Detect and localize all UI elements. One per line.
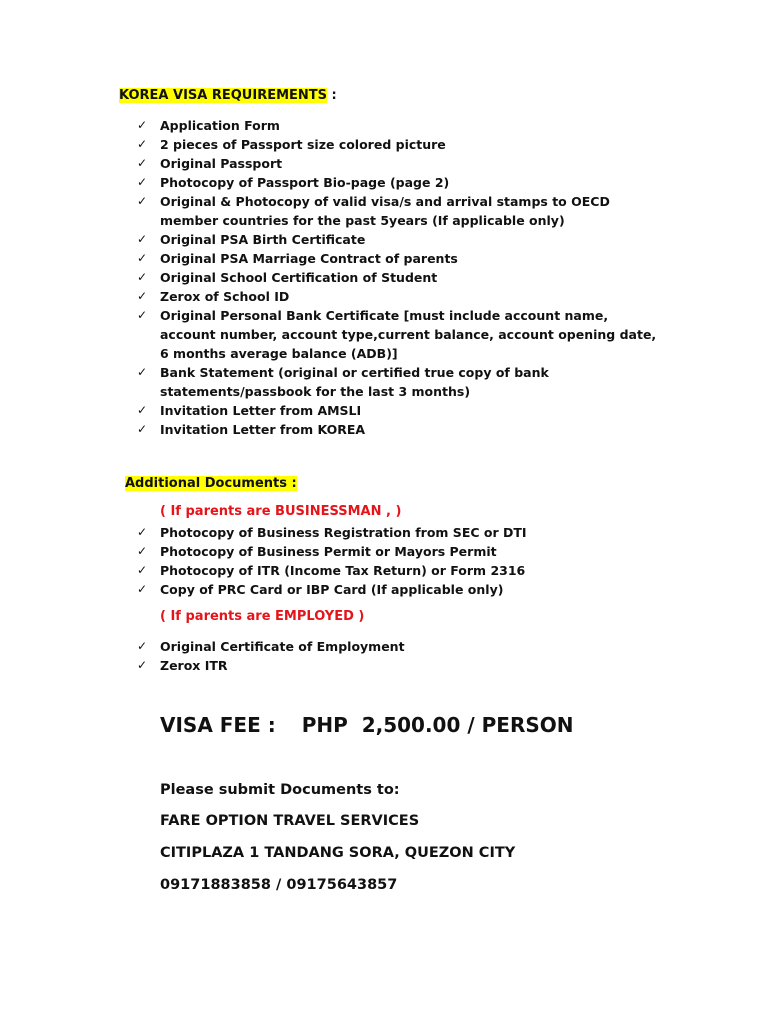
check-icon: ✓ <box>137 308 148 322</box>
businessman-label: ( If parents are BUSINESSMAN , ) <box>160 504 402 519</box>
check-icon: ✓ <box>137 194 148 208</box>
list-item-text: Bank Statement (original or certified true copy of bank statements/passbook for the last 3 months) <box>160 365 549 399</box>
list-item <box>137 363 660 401</box>
list-item <box>137 268 660 287</box>
list-item <box>137 523 660 542</box>
check-icon: ✓ <box>137 658 148 672</box>
list-item <box>137 420 660 439</box>
requirements-heading-text: KOREA VISA REQUIREMENTS <box>119 88 328 103</box>
list-item-text: Original Certificate of Employment <box>160 639 405 654</box>
list-item-text: Application Form <box>160 118 280 133</box>
submit-instruction: Please submit Documents to: <box>160 782 400 798</box>
check-icon: ✓ <box>137 422 148 436</box>
check-icon: ✓ <box>137 289 148 303</box>
list-item <box>137 287 660 306</box>
company-name: FARE OPTION TRAVEL SERVICES <box>160 813 420 829</box>
list-item <box>137 637 660 656</box>
list-item-text: Photocopy of ITR (Income Tax Return) or Form 2316 <box>160 563 526 578</box>
list-item-text: 2 pieces of Passport size colored picture <box>160 137 446 152</box>
employed-label: ( If parents are EMPLOYED ) <box>160 609 365 624</box>
check-icon: ✓ <box>137 270 148 284</box>
visa-fee <box>160 713 574 737</box>
list-item-text: Original PSA Birth Certificate <box>160 232 366 247</box>
list-item <box>137 580 660 599</box>
check-icon: ✓ <box>137 544 148 558</box>
check-icon: ✓ <box>137 156 148 170</box>
list-item-text: Copy of PRC Card or IBP Card (If applicable only) <box>160 582 504 597</box>
check-icon: ✓ <box>137 582 148 596</box>
check-icon: ✓ <box>137 232 148 246</box>
check-icon: ✓ <box>137 365 148 379</box>
additional-documents-heading <box>125 476 297 491</box>
list-item-text: Original & Photocopy of valid visa/s and arrival stamps to OECD member countries for the past 5years (If applicable only) <box>160 194 610 228</box>
list-item <box>137 401 660 420</box>
check-icon: ✓ <box>137 118 148 132</box>
employed-list <box>137 637 660 675</box>
list-item-text: Original PSA Marriage Contract of parents <box>160 251 458 266</box>
list-item <box>137 116 660 135</box>
list-item <box>137 656 660 675</box>
list-item <box>137 173 660 192</box>
list-item <box>137 561 660 580</box>
list-item-text: Original Personal Bank Certificate [must include account name, account number, account type,current balance, account opening date, 6 months average balance (ADB)] <box>160 308 657 361</box>
list-item <box>137 230 660 249</box>
list-item-text: Photocopy of Business Permit or Mayors Permit <box>160 544 497 559</box>
check-icon: ✓ <box>137 137 148 151</box>
check-icon: ✓ <box>137 251 148 265</box>
list-item-text: Zerox ITR <box>160 658 228 673</box>
businessman-list <box>137 523 660 599</box>
contact-phones: 09171883858 / 09175643857 <box>160 877 398 893</box>
check-icon: ✓ <box>137 525 148 539</box>
visa-fee-amount: PHP 2,500.00 / PERSON <box>301 713 574 737</box>
list-item <box>137 135 660 154</box>
company-address: CITIPLAZA 1 TANDANG SORA, QUEZON CITY <box>160 845 516 861</box>
list-item <box>137 192 660 230</box>
requirements-heading-suffix: : <box>327 88 337 103</box>
check-icon: ✓ <box>137 563 148 577</box>
check-icon: ✓ <box>137 175 148 189</box>
list-item-text: Invitation Letter from KOREA <box>160 422 366 437</box>
list-item <box>137 542 660 561</box>
visa-fee-label: VISA FEE : <box>160 713 276 737</box>
list-item-text: Zerox of School ID <box>160 289 290 304</box>
list-item <box>137 154 660 173</box>
list-item-text: Original Passport <box>160 156 283 171</box>
list-item-text: Invitation Letter from AMSLI <box>160 403 362 418</box>
check-icon: ✓ <box>137 639 148 653</box>
list-item-text: Original School Certification of Student <box>160 270 438 285</box>
list-item <box>137 249 660 268</box>
requirements-list <box>137 116 660 439</box>
list-item-text: Photocopy of Passport Bio-page (page 2) <box>160 175 450 190</box>
list-item <box>137 306 660 363</box>
additional-documents-heading-text: Additional Documents : <box>125 476 297 491</box>
check-icon: ✓ <box>137 403 148 417</box>
requirements-heading <box>119 88 337 103</box>
list-item-text: Photocopy of Business Registration from SEC or DTI <box>160 525 527 540</box>
